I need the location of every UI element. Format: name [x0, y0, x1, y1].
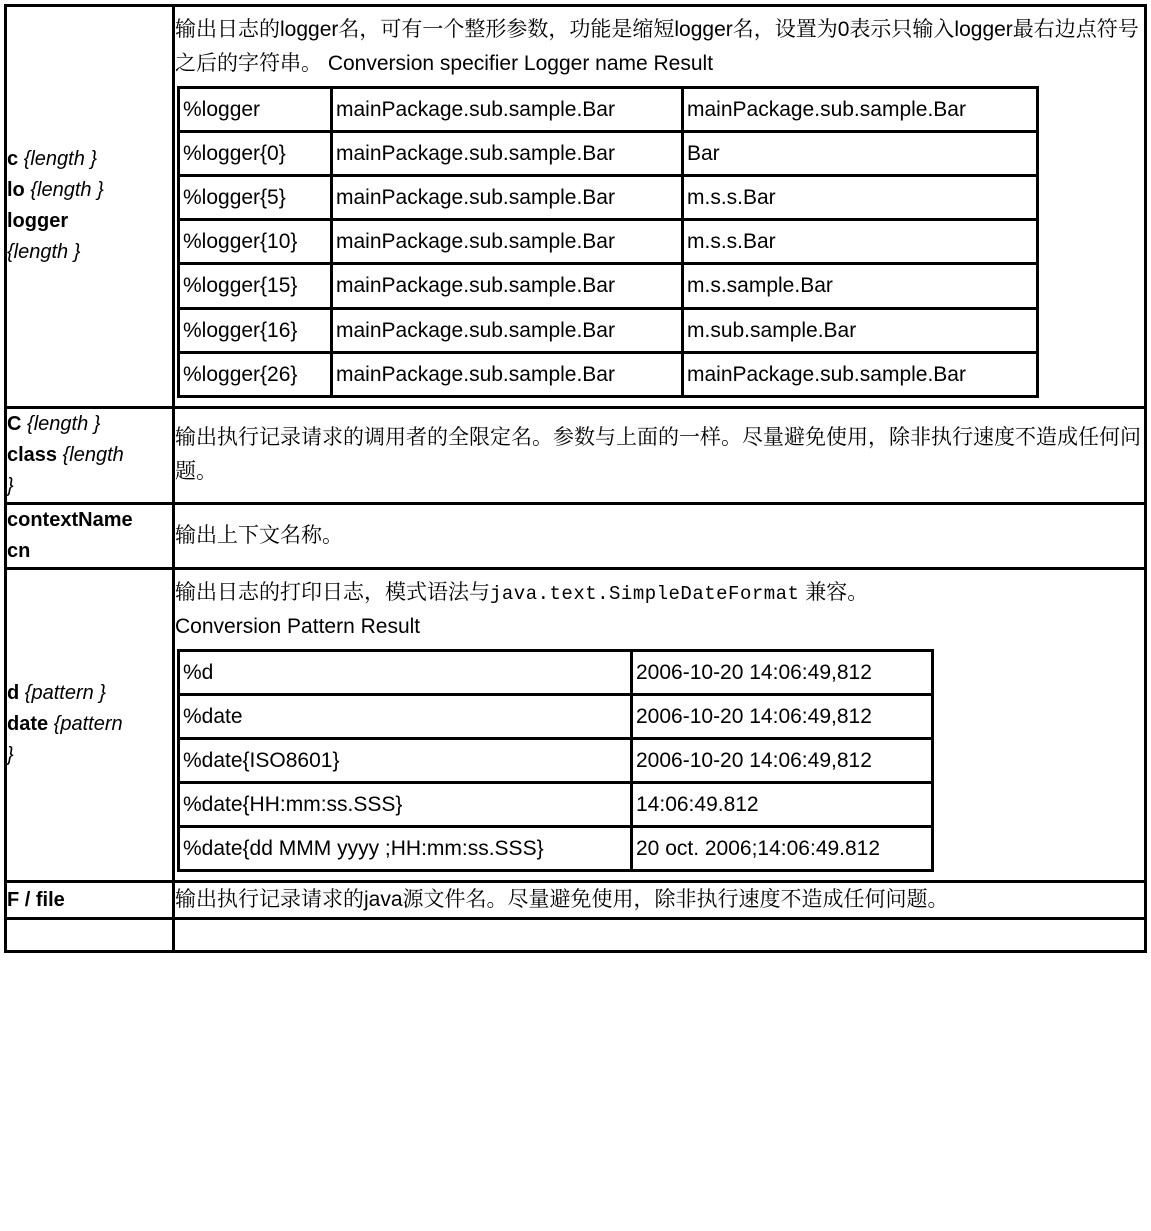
logger-example-table: [177, 86, 1039, 398]
table-row: [7, 7, 1147, 409]
desc-cell-logger: [175, 7, 1147, 409]
cell-result: m.s.s.Bar: [684, 177, 1039, 221]
spec-line: lo {length }: [7, 179, 104, 202]
cell-pattern: %logger{0}: [180, 133, 333, 177]
cell-pattern: %logger{5}: [180, 177, 333, 221]
spec-cell-logger: [7, 7, 175, 409]
table-row-partial: [7, 920, 1147, 953]
spec-line: c {length }: [7, 148, 98, 171]
class-description: 输出执行记录请求的调用者的全限定名。参数与上面的一样。尽量避免使用，除非执行速度不造成任何问题。: [175, 426, 1141, 484]
table-row: [180, 265, 1039, 309]
spec-line: d {pattern }: [7, 682, 106, 705]
cell-logger-name: mainPackage.sub.sample.Bar: [333, 89, 684, 133]
table-row: [180, 133, 1039, 177]
cell-pattern: %date{ISO8601}: [180, 740, 633, 784]
cell-result: m.s.s.Bar: [684, 221, 1039, 265]
spec-line: cn: [7, 539, 31, 562]
date-desc-class-name: java.text.SimpleDateFormat: [490, 582, 800, 605]
desc-cell-next: [175, 920, 1147, 953]
desc-cell-file: [175, 883, 1147, 920]
desc-cell-context-name: [175, 505, 1147, 570]
spec-cell-next: [7, 920, 175, 953]
cell-result: 2006-10-20 14:06:49,812: [633, 696, 934, 740]
logger-description: 输出日志的logger名，可有一个整形参数，功能是缩短logger名，设置为0表示只输入logger最右边点符号之后的字符串。 Conversion specifier Logger name Result: [175, 18, 1139, 76]
cell-pattern: %date: [180, 696, 633, 740]
spec-line: contextName: [7, 508, 133, 531]
date-desc-lead: 输出日志的打印日志，模式语法与: [175, 580, 490, 604]
spec-line: class {length: [7, 443, 124, 466]
table-row: [7, 409, 1147, 505]
table-row: [180, 177, 1039, 221]
table-row: [180, 828, 934, 872]
spec-line: {length }: [7, 241, 81, 264]
cell-result: m.sub.sample.Bar: [684, 310, 1039, 354]
spec-line: logger: [7, 210, 69, 233]
cell-logger-name: mainPackage.sub.sample.Bar: [333, 133, 684, 177]
cell-pattern: %date{HH:mm:ss.SSS}: [180, 784, 633, 828]
cell-result: mainPackage.sub.sample.Bar: [684, 89, 1039, 133]
spec-line: C {length }: [7, 412, 101, 435]
spec-cell-file: [7, 883, 175, 920]
table-row: [180, 221, 1039, 265]
desc-cell-date: [175, 570, 1147, 884]
cell-pattern: %logger{15}: [180, 265, 333, 309]
cell-pattern: %logger{26}: [180, 354, 333, 398]
spec-line: }: [7, 744, 14, 767]
cell-result: mainPackage.sub.sample.Bar: [684, 354, 1039, 398]
cell-logger-name: mainPackage.sub.sample.Bar: [333, 354, 684, 398]
context-name-description: 输出上下文名称。: [175, 523, 343, 547]
date-table-caption: Conversion Pattern Result: [175, 614, 421, 638]
cell-result: m.s.sample.Bar: [684, 265, 1039, 309]
spec-cell-context-name: [7, 505, 175, 570]
cell-logger-name: mainPackage.sub.sample.Bar: [333, 177, 684, 221]
cell-result: 14:06:49.812: [633, 784, 934, 828]
cell-result: Bar: [684, 133, 1039, 177]
date-description: [175, 570, 1144, 610]
desc-cell-class: [175, 409, 1147, 505]
cell-pattern: %date{dd MMM yyyy ;HH:mm:ss.SSS}: [180, 828, 633, 872]
date-example-table: [177, 649, 934, 872]
spec-line: F / file: [7, 888, 65, 911]
cell-pattern: %logger: [180, 89, 333, 133]
table-row: [7, 505, 1147, 570]
table-row: [180, 310, 1039, 354]
cell-logger-name: mainPackage.sub.sample.Bar: [333, 265, 684, 309]
table-row: [7, 570, 1147, 884]
cell-result: 2006-10-20 14:06:49,812: [633, 740, 934, 784]
conversion-word-table: [4, 4, 1147, 953]
table-row: [180, 89, 1039, 133]
cell-logger-name: mainPackage.sub.sample.Bar: [333, 310, 684, 354]
spec-cell-date: [7, 570, 175, 884]
table-row: [180, 784, 934, 828]
cell-pattern: %logger{16}: [180, 310, 333, 354]
table-row: [7, 883, 1147, 920]
spec-line: }: [7, 474, 14, 497]
table-row: [180, 740, 934, 784]
date-desc-tail: 兼容。: [799, 580, 869, 604]
table-row: [180, 696, 934, 740]
table-row: [180, 354, 1039, 398]
cell-pattern: %logger{10}: [180, 221, 333, 265]
table-row: [180, 652, 934, 696]
cell-pattern: %d: [180, 652, 633, 696]
cell-result: 2006-10-20 14:06:49,812: [633, 652, 934, 696]
cell-result: 20 oct. 2006;14:06:49.812: [633, 828, 934, 872]
spec-cell-class: [7, 409, 175, 505]
file-description: 输出执行记录请求的java源文件名。尽量避免使用，除非执行速度不造成任何问题。: [175, 888, 949, 912]
spec-line: date {pattern: [7, 713, 123, 736]
cell-logger-name: mainPackage.sub.sample.Bar: [333, 221, 684, 265]
